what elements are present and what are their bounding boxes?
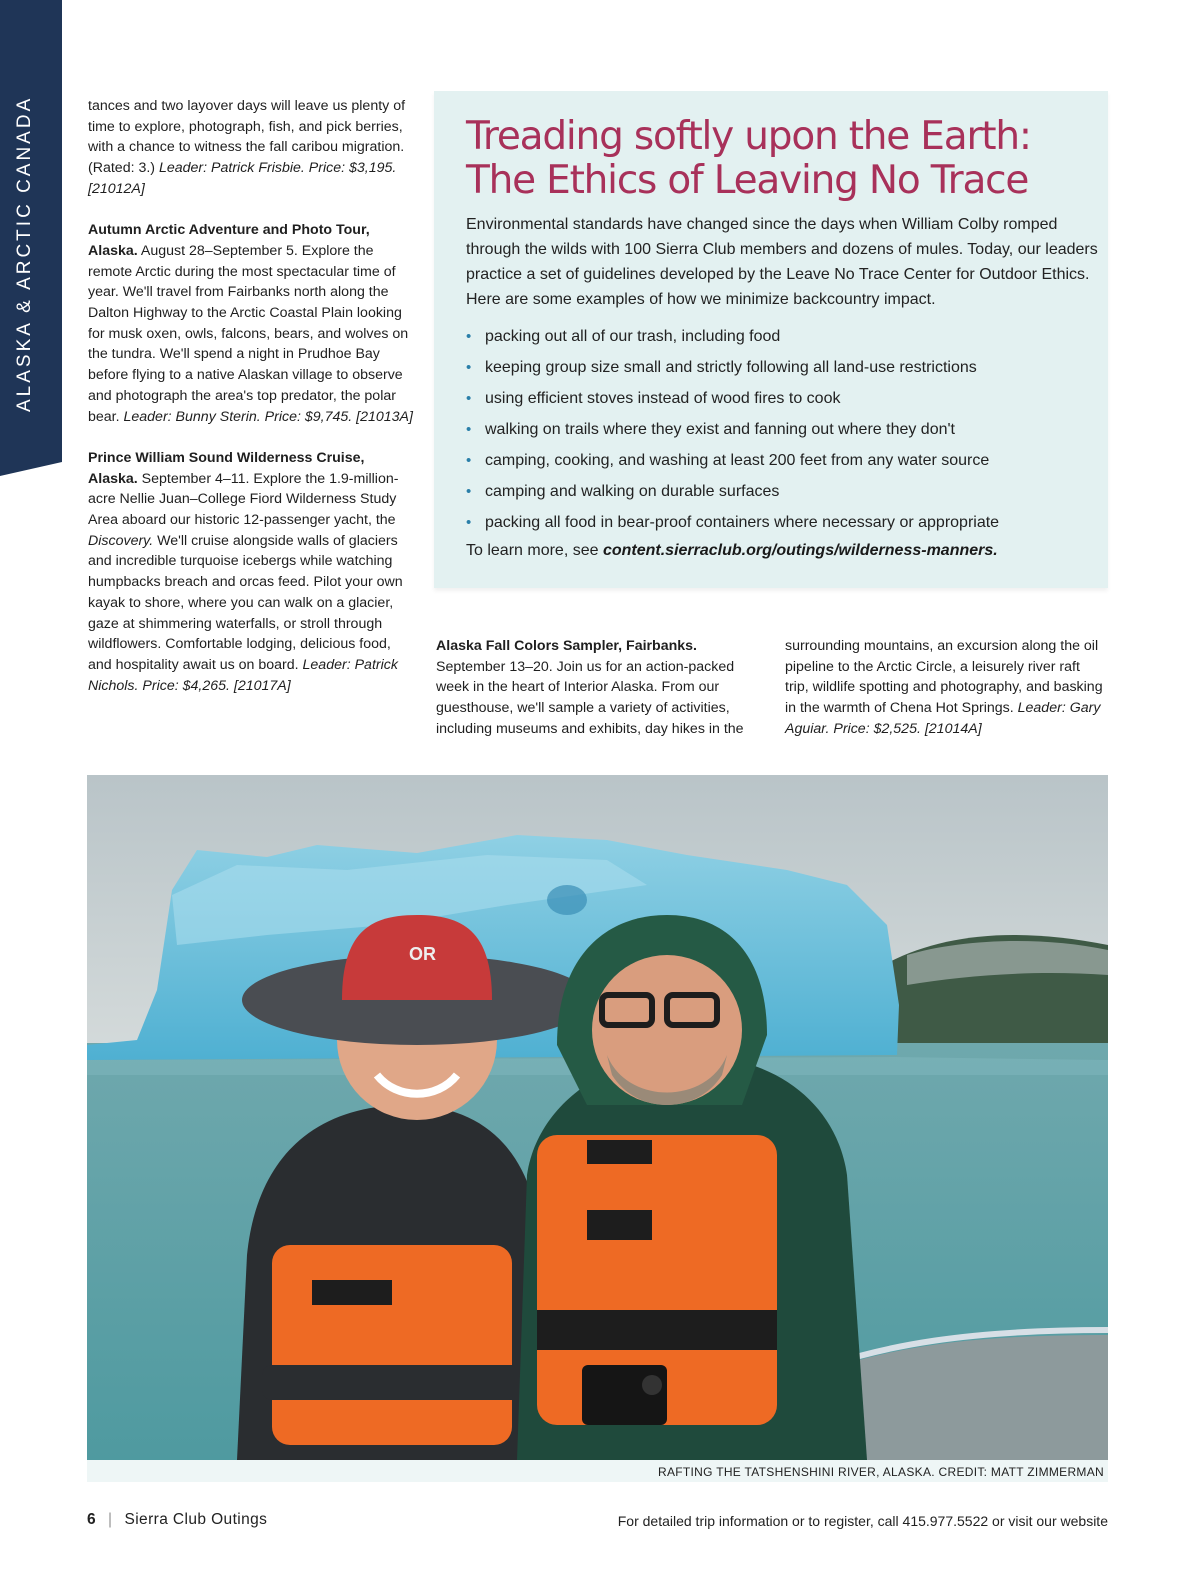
trip-title: Alaska Fall Colors Sampler, Fairbanks. <box>436 638 697 654</box>
bullet-icon: • <box>466 328 472 345</box>
trip-body: August 28–September 5. Explore the remote Arctic during the most spectacular time of year. We'll travel from Fairbanks north along the Dalton Highway to the Arctic Coastal Plain looking for musk oxen, owls, falcons, bears, and wolves on the tundra. We'll spend a night in Prudhoe Bay before flying to a native Alaskan village to observe and photograph the area's top predator, the polar bear. <box>88 242 409 425</box>
guideline-item: • packing out all of our trash, including food <box>466 321 1096 352</box>
trip-body: We'll cruise alongside walls of glaciers and incredible turquoise icebergs while watching humpbacks breach and orcas feed. Pilot your own kayak to shore, where you can walk on a glacier, gaze at shimmering waterfalls, or stroll through wildflowers. Comfortable lodging, delicious food, and hospitality await us on board. <box>88 532 403 673</box>
bullet-icon: • <box>466 359 472 376</box>
trip-body: surrounding mountains, an excursion along the oil pipeline to the Arctic Circle, a leisurely river raft trip, wildlife spotting and photography, and basking in the warmth of Chena Hot Springs. <box>785 638 1103 717</box>
trip-body: September 13–20. Join us for an action-packed week in the heart of Interior Alaska. From our guesthouse, we'll sample a variety of activities, including museums and exhibits, day hikes in the <box>436 658 744 737</box>
bullet-icon: • <box>466 514 472 531</box>
wilderness-manners-link[interactable]: content.sierraclub.org/outings/wilderness-manners. <box>602 542 998 559</box>
trip-prince-william-sound <box>88 448 416 696</box>
column-right <box>785 636 1107 760</box>
learn-more: To learn more, see content.sierraclub.org/outings/wilderness-manners. <box>466 542 998 559</box>
box-title-line-1: Treading softly upon the Earth: <box>466 114 1031 159</box>
guideline-item: • camping, cooking, and washing at least 200 feet from any water source <box>466 445 1096 476</box>
photo-caption: RAFTING THE TATSHENSHINI RIVER, ALASKA. CREDIT: MATT ZIMMERMAN <box>87 1460 1108 1482</box>
box-title-line-2: The Ethics of Leaving No Trace <box>466 158 1029 203</box>
guideline-list <box>466 321 1096 538</box>
trip-title: Prince William Sound Wilderness Cruise, Alaska. <box>88 449 365 487</box>
column-left <box>88 96 416 717</box>
publication-name: Sierra Club Outings <box>124 1511 268 1528</box>
leave-no-trace-box <box>434 91 1108 588</box>
bullet-icon: • <box>466 421 472 438</box>
trip-title: Autumn Arctic Adventure and Photo Tour, Alaska. <box>88 222 370 259</box>
guideline-item: • packing all food in bear-proof containers where necessary or appropriate <box>466 507 1096 538</box>
trip-autumn-arctic <box>88 220 416 427</box>
bullet-icon: • <box>466 483 472 500</box>
cap-logo: OR <box>409 944 436 964</box>
rafting-illustration <box>87 775 1108 1460</box>
box-title <box>466 115 1086 203</box>
footer-contact: For detailed trip information or to register, call 415.977.5522 or visit our website <box>617 1513 1108 1529</box>
section-tab-tip <box>0 440 62 480</box>
guideline-item: • camping and walking on durable surfaces <box>466 476 1096 507</box>
trip-fall-colors <box>436 636 762 740</box>
page-number: 6 <box>87 1511 97 1528</box>
footer-separator: | <box>108 1511 113 1528</box>
box-intro: Environmental standards have changed since the days when William Colby romped through the wilds with 100 Sierra Club members and dozens of mules. Today, our leaders practice a set of guidelines developed by the Leave No Trace Center for Outdoor Ethics. Here are some examples of how we minimize backcountry impact. <box>466 216 1098 308</box>
trip-leader-price: Leader: Patrick Nichols. Price: $4,265. [21017A] <box>88 656 398 694</box>
guideline-item: • using efficient stoves instead of wood fires to cook <box>466 383 1096 414</box>
section-tab-label: ALASKA & ARCTIC CANADA <box>14 95 35 412</box>
trip-leader-price: Leader: Gary Aguiar. Price: $2,525. [21014A] <box>785 700 1101 737</box>
trip-fall-colors-continued <box>785 636 1107 740</box>
trip-body: tances and two layover days will leave us plenty of time to explore, photograph, fish, and pick berries, with a chance to witness the fall caribou migration. (Rated: 3.) <box>88 98 406 177</box>
footer-left <box>87 1511 267 1529</box>
trip-leader-price: Leader: Patrick Frisbie. Price: $3,195. [21012A] <box>88 160 397 197</box>
trip-leader-price: Leader: Bunny Sterin. Price: $9,745. [21013A] <box>123 408 413 425</box>
bullet-icon: • <box>466 452 472 469</box>
bullet-icon: • <box>466 390 472 407</box>
vessel-name: Discovery. <box>88 532 154 549</box>
rafting-photo <box>87 775 1108 1460</box>
guideline-item: • keeping group size small and strictly following all land-use restrictions <box>466 352 1096 383</box>
guideline-item: • walking on trails where they exist and fanning out where they don't <box>466 414 1096 445</box>
trip-continued <box>88 96 416 200</box>
column-middle <box>436 636 762 760</box>
trip-body: September 4–11. Explore the 1.9-million-acre Nellie Juan–College Fiord Wilderness Study Area aboard our historic 12-passenger yacht, the <box>88 470 399 529</box>
